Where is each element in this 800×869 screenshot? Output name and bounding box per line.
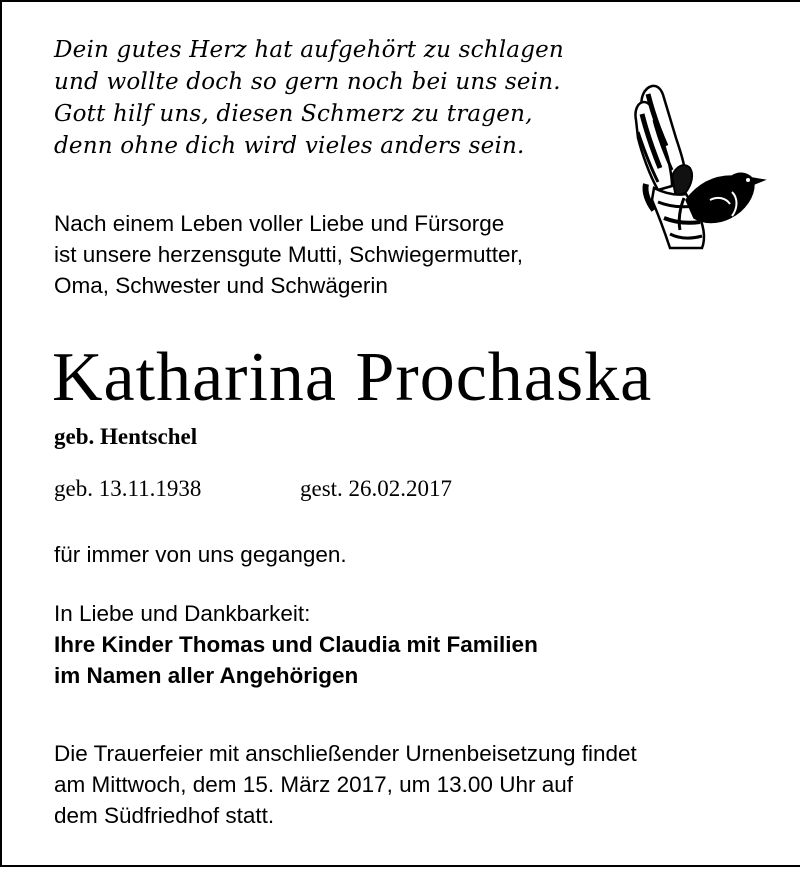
- intro-line: Oma, Schwester und Schwägerin: [54, 273, 388, 298]
- ceremony-line: Die Trauerfeier mit anschließender Urnenbeisetzung findet: [54, 741, 637, 766]
- poem-line: Dein gutes Herz hat aufgehört zu schlagen: [54, 37, 564, 63]
- intro-line: ist unsere herzensgute Mutti, Schwiegermutter,: [54, 242, 523, 267]
- birth-date: geb. 13.11.1938: [54, 476, 202, 501]
- life-dates: [54, 474, 452, 504]
- poem-line: und wollte doch so gern noch bei uns sein.: [54, 69, 561, 95]
- death-date: gest. 26.02.2017: [300, 476, 453, 501]
- thanks-intro: In Liebe und Dankbarkeit:: [54, 601, 311, 626]
- intro-text: [54, 208, 523, 301]
- mourners-line: Ihre Kinder Thomas und Claudia mit Familien: [54, 632, 538, 657]
- deceased-name: Katharina Prochaska: [52, 339, 653, 416]
- maiden-name: geb. Hentschel: [54, 424, 198, 449]
- praying-hands-icon: [614, 80, 774, 252]
- poem-line: Gott hilf uns, diesen Schmerz zu tragen,: [54, 101, 533, 127]
- memorial-poem: [54, 34, 564, 162]
- funeral-details: [54, 738, 637, 831]
- poem-line: denn ohne dich wird vieles anders sein.: [54, 133, 525, 159]
- mourners-line: im Namen aller Angehörigen: [54, 663, 359, 688]
- mourners-section: [54, 598, 538, 691]
- ceremony-line: am Mittwoch, dem 15. März 2017, um 13.00 Uhr auf: [54, 772, 573, 797]
- intro-line: Nach einem Leben voller Liebe und Fürsorge: [54, 211, 505, 236]
- passed-away-line: für immer von uns gegangen.: [54, 542, 347, 567]
- ceremony-line: dem Südfriedhof statt.: [54, 803, 275, 828]
